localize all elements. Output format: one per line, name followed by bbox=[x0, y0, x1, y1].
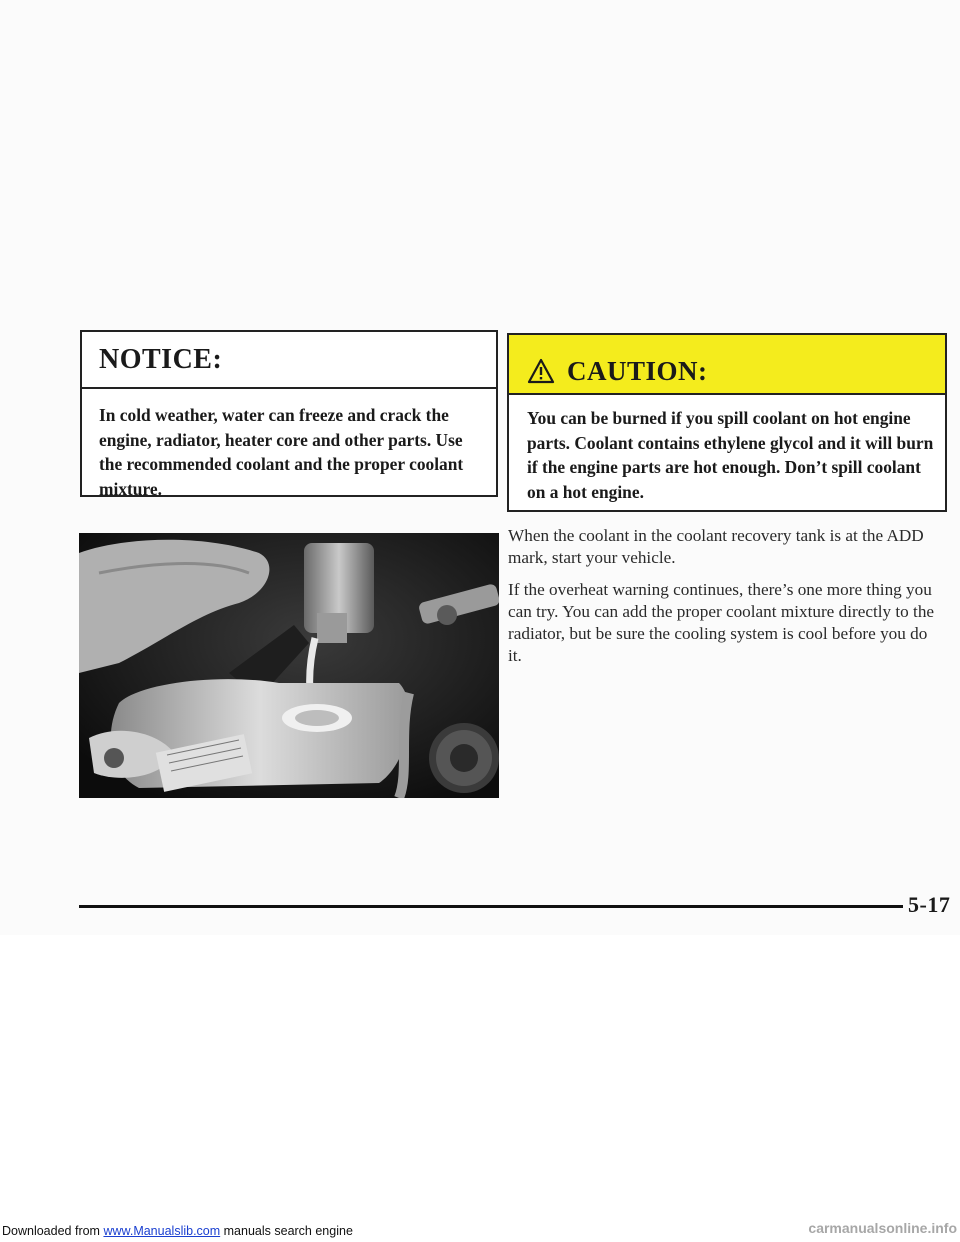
manualslib-link[interactable]: www.Manualslib.com bbox=[103, 1224, 221, 1238]
watermark: carmanualsonline.info bbox=[808, 1220, 957, 1236]
paragraph-1: When the coolant in the coolant recovery tank is at the ADD mark, start your vehicle. bbox=[508, 526, 924, 567]
footer-suffix: manuals search engine bbox=[220, 1224, 353, 1238]
notice-text: In cold weather, water can freeze and crack the engine, radiator, heater core and other parts. Use the recommended coolant and the proper coolant mixture. bbox=[99, 405, 464, 499]
footer-rule bbox=[79, 905, 903, 908]
warning-triangle-icon bbox=[527, 358, 555, 384]
page-number: 5-17 bbox=[908, 892, 951, 917]
coolant-photo bbox=[79, 533, 499, 798]
notice-box bbox=[80, 330, 498, 497]
body-text bbox=[508, 525, 944, 677]
paragraph-2: If the overheat warning continues, there’s one more thing you can try. You can add the proper coolant mixture directly to the radiator, but be sure the cooling system is cool before you do it. bbox=[508, 580, 935, 665]
caution-heading: CAUTION: bbox=[567, 355, 708, 386]
notice-heading: NOTICE: bbox=[82, 332, 496, 389]
caution-text: You can be burned if you spill coolant on hot engine parts. Coolant contains ethylene glycol and it will burn if the engine parts are hot enough. Don’t spill coolant on a hot engine. bbox=[527, 408, 934, 502]
caution-box bbox=[507, 333, 947, 512]
caution-header bbox=[509, 335, 945, 395]
download-footer bbox=[2, 1224, 353, 1238]
footer-prefix: Downloaded from bbox=[2, 1224, 104, 1238]
